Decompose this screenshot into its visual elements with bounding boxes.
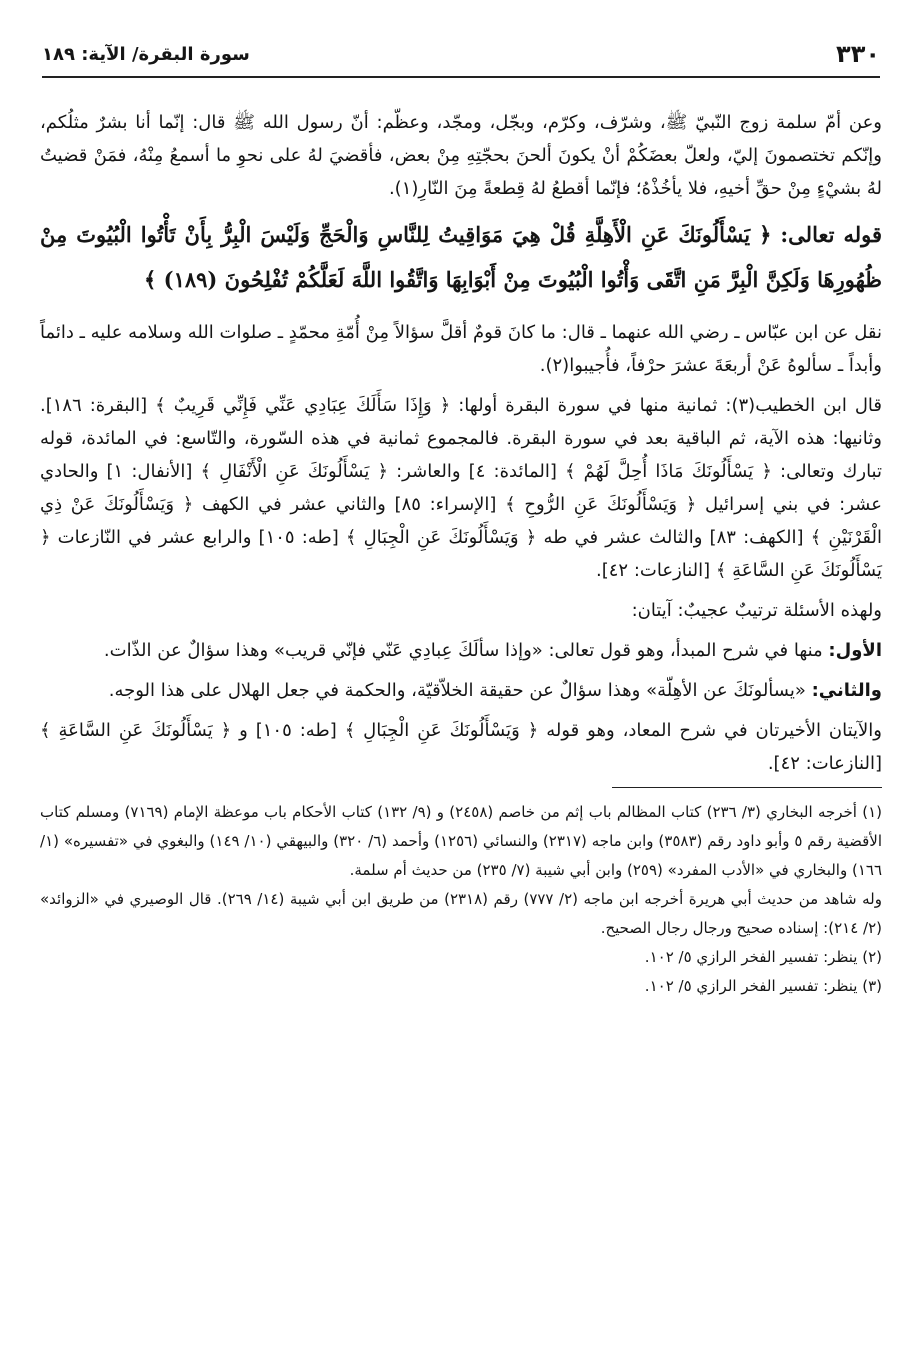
page-number: ٣٣٠	[836, 40, 880, 68]
ibn-abbas-paragraph: نقل عن ابن عبّاس ـ رضي الله عنهما ـ قال: ما كانَ قومٌ أقلَّ سؤالاً مِنْ أُمّةِ محمّدٍ ـ صلوات الله وسلامه عليه ـ دائماً وأبداً ـ سألوهُ عَنْ أربعَةَ عشرَ حرْفاً، فأُجيبوا(٢).	[40, 322, 882, 376]
header-rule	[42, 76, 880, 78]
point-first	[40, 634, 882, 667]
point-second-label: والثاني:	[811, 680, 882, 701]
hadith-paragraph: وعن أمّ سلمة زوج النّبيّ ﷺ، وشرّف، وكرّم، وبجّل، ومجّد، وعظّم: أنّ رسول الله ﷺ قال: إنّما أنا بشرٌ مثلُكم، وإنّكم تختصمونَ إليّ، ولعلّ بعضَكُمْ أنْ يكونَ ألحنَ بحجّتِهِ مِنْ بعض، فأقضيَ لهُ على نحوِ ما أسمعُ مِنْهُ، فمَنْ قضيتُ لهُ بشيْءٍ مِنْ حقِّ أخيهِ، فلا يأخُذْهُ؛ فإنّما أقطعُ لهُ قِطعةً مِنَ النّارِ(١).	[40, 112, 882, 199]
closing-paragraph: والآيتان الأخيرتان في شرح المعاد، وهو قوله ﴿ وَيَسْأَلُونَكَ عَنِ الْجِبَالِ ﴾ [طه: ١٠٥] و ﴿ يَسْأَلُونَكَ عَنِ السَّاعَةِ ﴾ [النازعات: ٤٢].	[40, 720, 882, 774]
footnote-1: (١) أخرجه البخاري (٣/ ٢٣٦) كتاب المظالم باب إثم من خاصم (٢٤٥٨) و (٩/ ١٣٢) كتاب الأحكام باب موعظة الإمام (٧١٦٩) ومسلم كتاب الأقضية رقم ٥ وأبو داود رقم (٣٥٨٣) وابن ماجه (٢٣١٧) والنسائي (١٢٥٦) وأحمد (٦/ ٣٢٠) والبيهقي (١٠/ ١٤٩) والبغوي في «تفسيره» (١/ ١٦٦) والبخاري في «الأدب المفرد» (٢٥٩) وابن أبي شيبة (٧/ ٢٣٥) من حديث أم سلمة.	[40, 803, 883, 879]
quran-verse: قوله تعالى: ﴿ يَسْأَلُونَكَ عَنِ الْأَهِلَّةِ قُلْ هِيَ مَوَاقِيتُ لِلنَّاسِ وَالْحَجِّ وَلَيْسَ الْبِرُّ بِأَنْ تَأْتُوا الْبُيُوتَ مِنْ ظُهُورِهَا وَلَكِنَّ الْبِرَّ مَنِ اتَّقَى وَأْتُوا الْبُيُوتَ مِنْ أَبْوَابِهَا وَاتَّقُوا اللَّهَ لَعَلَّكُمْ تُفْلِحُونَ (١٨٩) ﴾	[40, 222, 882, 292]
running-title: سورة البقرة/ الآية: ١٨٩	[42, 43, 250, 65]
page-header	[42, 32, 880, 76]
footnote-3: (٣) ينظر: تفسير الفخر الرازي ٥/ ١٠٢.	[644, 977, 882, 995]
point-second	[40, 674, 882, 707]
footnote-1-cont: وله شاهد من حديث أبي هريرة أخرجه ابن ماجه (٢/ ٧٧٧) رقم (٢٣١٨) من طريق ابن أبي شيبة (١٤/ ٢٦٩). قال الوصيري في «الزوائد» (٢/ ٢١٤): إسناده صحيح ورجال رجال الصحيح.	[40, 890, 882, 937]
ibn-khatib-paragraph: قال ابن الخطيب(٣): ثمانية منها في سورة البقرة أولها: ﴿ وَإِذَا سَأَلَكَ عِبَادِي عَنِّي فَإِنِّي قَرِيبٌ ﴾ [البقرة: ١٨٦]. وثانيها: هذه الآية، ثم الباقية بعد في سورة البقرة. فالمجموع ثمانية في هذه السّورة، والتّاسع: في المائدة، قوله تبارك وتعالى: ﴿ يَسْأَلُونَكَ مَاذَا أُحِلَّ لَهُمْ ﴾ [المائدة: ٤] والعاشر: ﴿ يَسْأَلُونَكَ عَنِ الْأَنْفَالِ ﴾ [الأنفال: ١] والحادي عشر: في بني إسرائيل ﴿ وَيَسْأَلُونَكَ عَنِ الرُّوحِ ﴾ [الإسراء: ٨٥] والثاني عشر في الكهف ﴿ وَيَسْأَلُونَكَ عَنْ ذِي الْقَرْنَيْنِ ﴾ [الكهف: ٨٣] والثالث عشر في طه ﴿ وَيَسْأَلُونَكَ عَنِ الْجِبَالِ ﴾ [طه: ١٠٥] والرابع عشر في النّازعات ﴿ يَسْأَلُونَكَ عَنِ السَّاعَةِ ﴾ [النازعات: ٤٢].	[40, 395, 883, 581]
footnotes	[40, 798, 882, 1001]
footnote-separator	[612, 787, 882, 788]
point-first-label: الأول:	[828, 640, 882, 661]
point-first-text: منها في شرح المبدأ، وهو قول تعالى: «وإذا سألَكَ عِبادِي عَنّي فإنّي قريب» وهذا سؤالٌ عن الذّات.	[103, 640, 829, 661]
order-paragraph: ولهذه الأسئلة ترتيبٌ عجيبٌ: آيتان:	[631, 600, 882, 621]
footnote-2: (٢) ينظر: تفسير الفخر الرازي ٥/ ١٠٢.	[644, 948, 882, 966]
main-text	[40, 106, 882, 1001]
point-second-text: «يسألونَكَ عن الأهِلّة» وهذا سؤالٌ عن حقيقة الخلاّقيّة، والحكمة في جعل الهلال على هذا الوجه.	[108, 680, 812, 701]
